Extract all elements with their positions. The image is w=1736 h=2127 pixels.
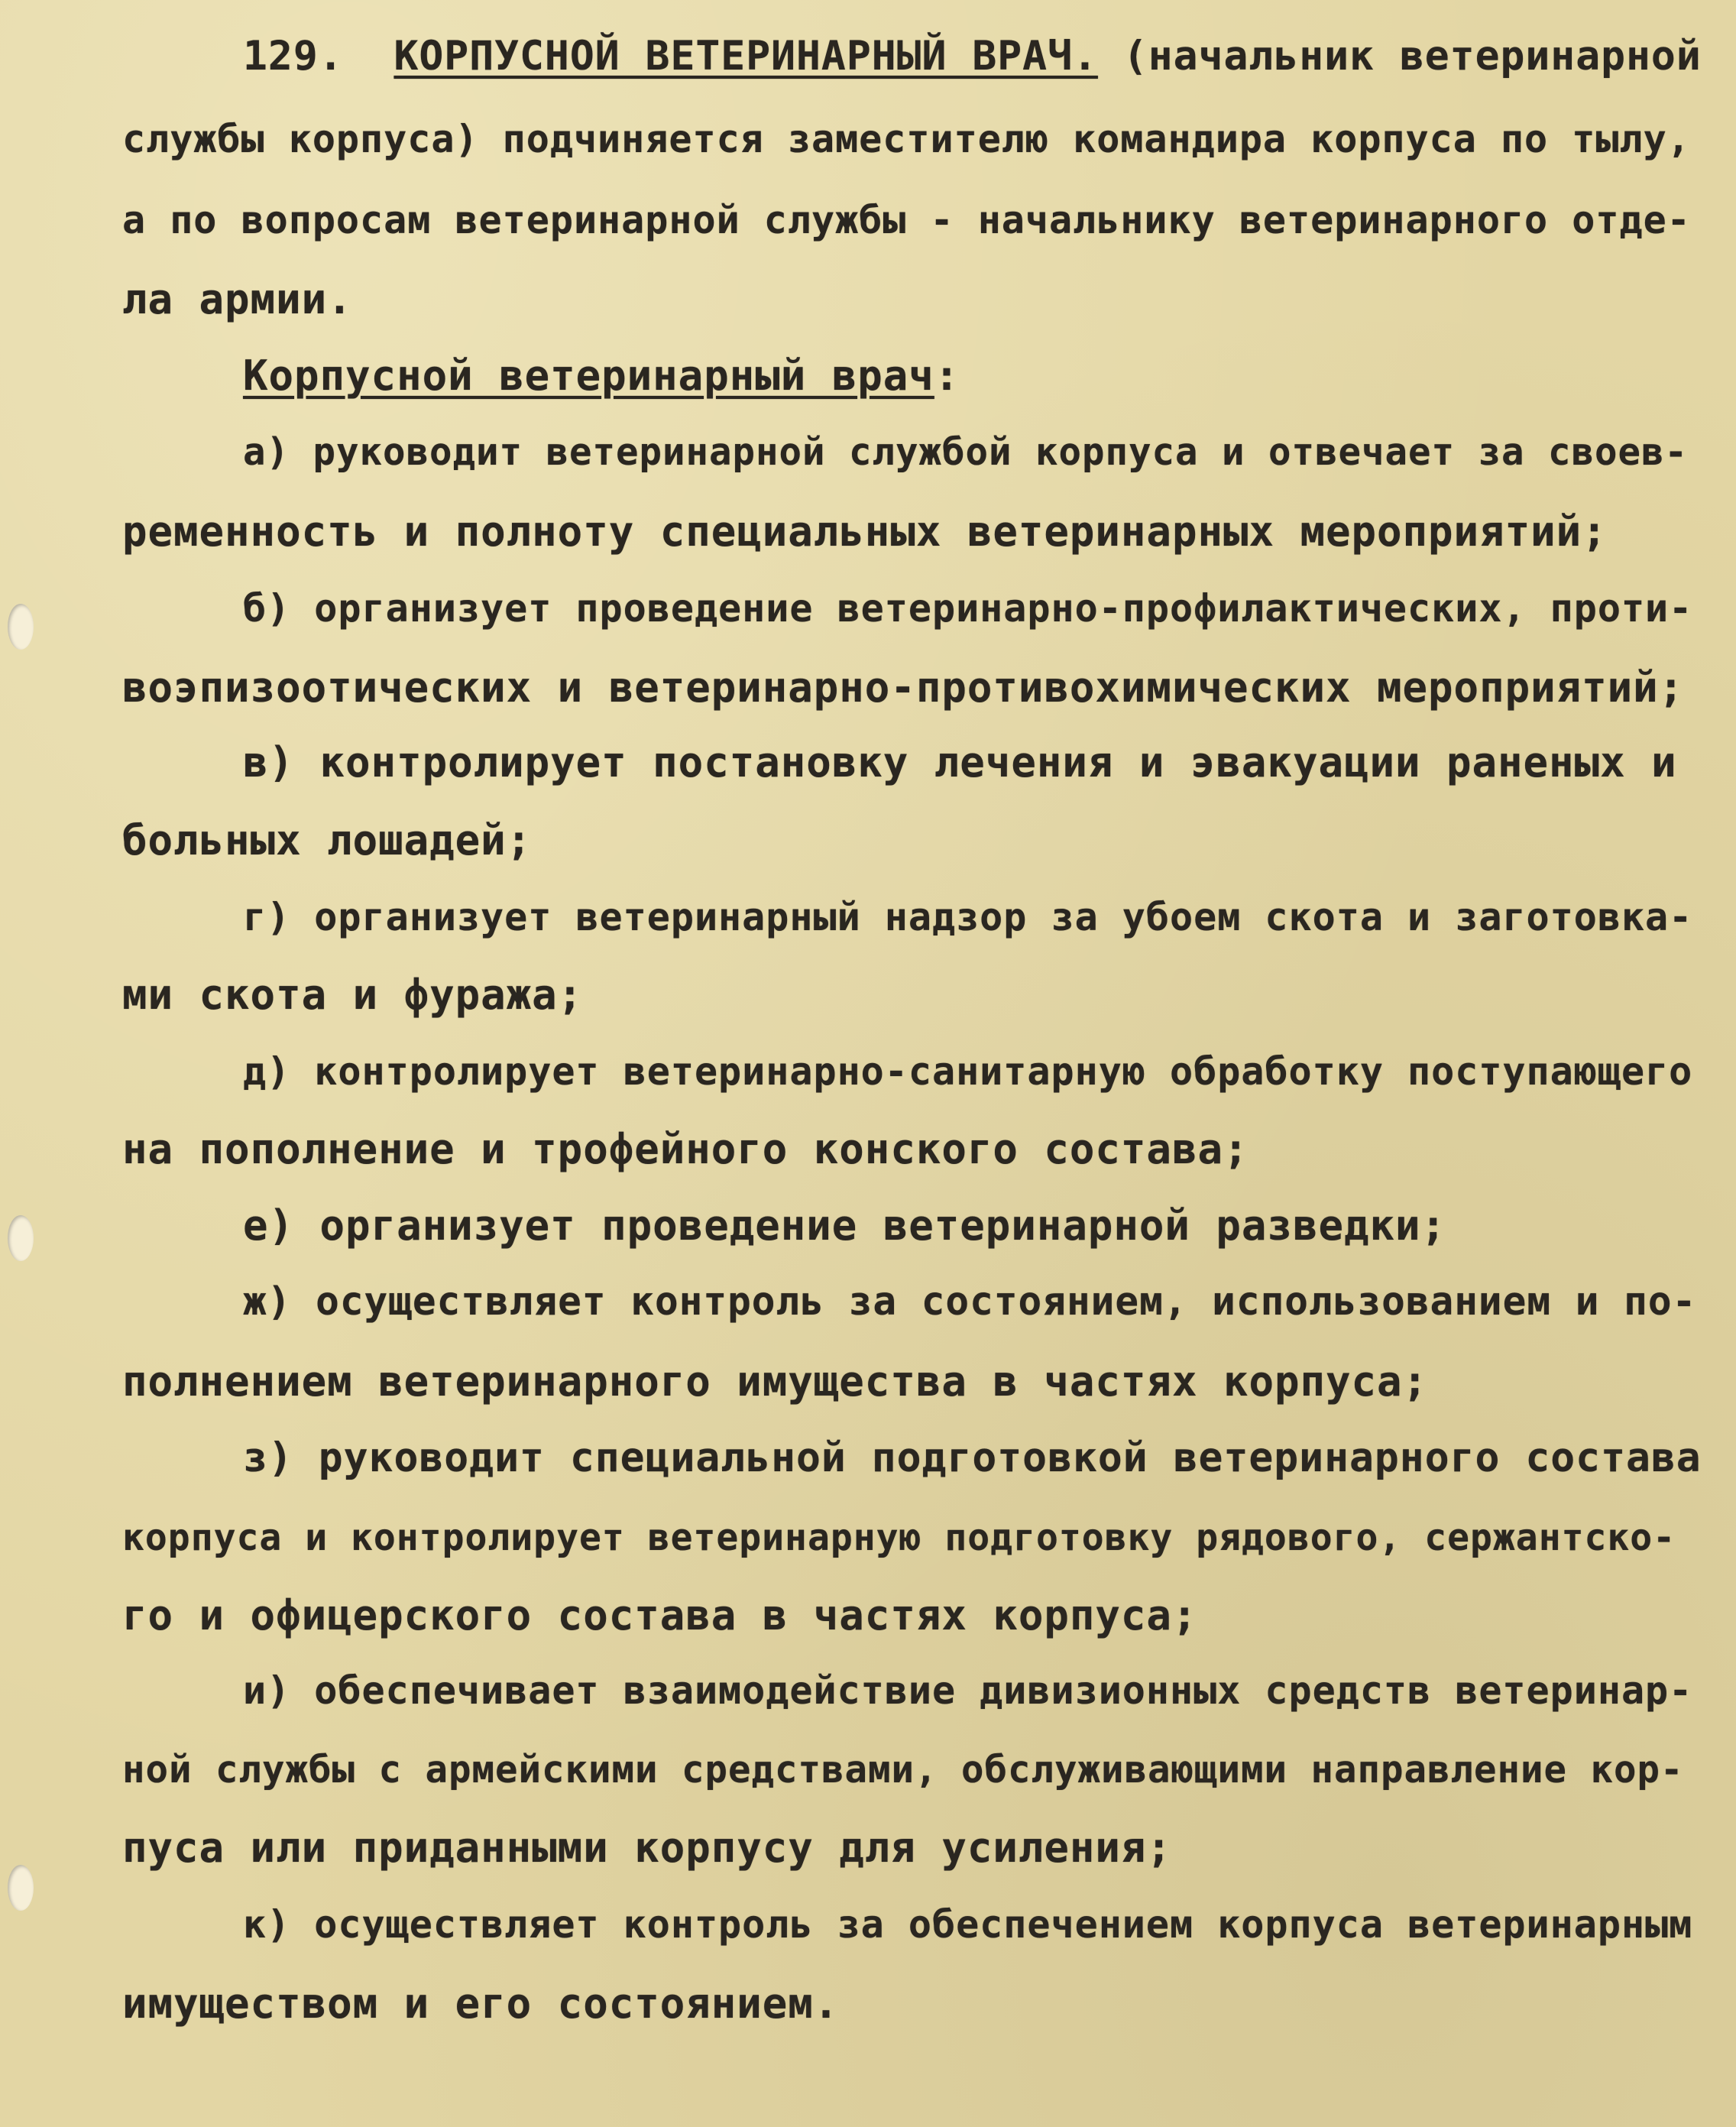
list-item-zh-line-1: ж) осуществляет контроль за состоянием, использованием и по- xyxy=(243,1279,1697,1325)
list-item-d-line-2: на пополнение и трофейного конского состава; xyxy=(122,1125,1249,1173)
subheading: Корпусной ветеринарный врач xyxy=(243,352,934,400)
list-item-k-line-2: имуществом и его состоянием. xyxy=(122,1979,840,2028)
list-item-a-line-1: а) руководит ветеринарной службой корпуса и отвечает за своев- xyxy=(243,430,1689,474)
list-item-v-line-2: больных лошадей; xyxy=(122,816,533,864)
paragraph-line: службы корпуса) подчиняется заместителю командира корпуса по тылу, xyxy=(122,117,1691,161)
list-item-zh-line-2: полнением ветеринарного имущества в частях корпуса; xyxy=(122,1357,1429,1406)
punch-hole-middle xyxy=(8,1215,34,1261)
paragraph-129-first-line xyxy=(243,32,1702,81)
list-item-i-line-2: ной службы с армейскими средствами, обслуживающими направление кор- xyxy=(122,1748,1684,1791)
paragraph-number: 129. xyxy=(243,33,344,79)
paragraph-line: ла армии. xyxy=(122,275,353,323)
list-item-g-line-2: ми скота и фуража; xyxy=(122,971,584,1019)
list-item-i-line-3: пуса или приданными корпусу для усиления; xyxy=(122,1824,1172,1872)
paragraph-title: КОРПУСНОЙ ВЕТЕРИНАРНЫЙ ВРАЧ. xyxy=(394,33,1098,79)
list-item-g-line-1: г) организует ветеринарный надзор за убоем скота и заготовка- xyxy=(243,895,1693,939)
subheading-colon: : xyxy=(934,352,960,400)
list-item-z-line-1: з) руководит специальной подготовкой ветеринарного состава xyxy=(243,1435,1702,1481)
list-item-b-line-2: воэпизоотических и ветеринарно-противохимических мероприятий; xyxy=(122,663,1685,712)
list-item-d-line-1: д) контролирует ветеринарно-санитарную обработку поступающего xyxy=(243,1049,1693,1094)
list-item-i-line-1: и) обеспечивает взаимодействие дивизионных средств ветеринар- xyxy=(243,1668,1693,1713)
punch-hole-bottom xyxy=(8,1865,34,1911)
punch-hole-top xyxy=(8,604,34,650)
list-item-b-line-1: б) организует проведение ветеринарно-профилактических, проти- xyxy=(243,586,1693,631)
paragraph-line: а по вопросам ветеринарной службы - начальнику ветеринарного отде- xyxy=(122,198,1691,242)
list-item-v-line-1: в) контролирует постановку лечения и эвакуации раненых и xyxy=(243,738,1677,786)
paragraph-line-text: (начальник ветеринарной xyxy=(1122,33,1702,79)
list-item-e-line-1: е) организует проведение ветеринарной разведки; xyxy=(243,1201,1447,1250)
list-item-z-line-2: корпуса и контролирует ветеринарную подготовку рядового, сержантско- xyxy=(122,1516,1676,1559)
list-item-a-line-2: ременность и полноту специальных ветеринарных мероприятий; xyxy=(122,507,1608,556)
list-item-k-line-1: к) осуществляет контроль за обеспечением корпуса ветеринарным xyxy=(243,1902,1693,1947)
subheading-line xyxy=(243,352,960,400)
list-item-z-line-3: го и офицерского состава в частях корпуса; xyxy=(122,1591,1198,1639)
